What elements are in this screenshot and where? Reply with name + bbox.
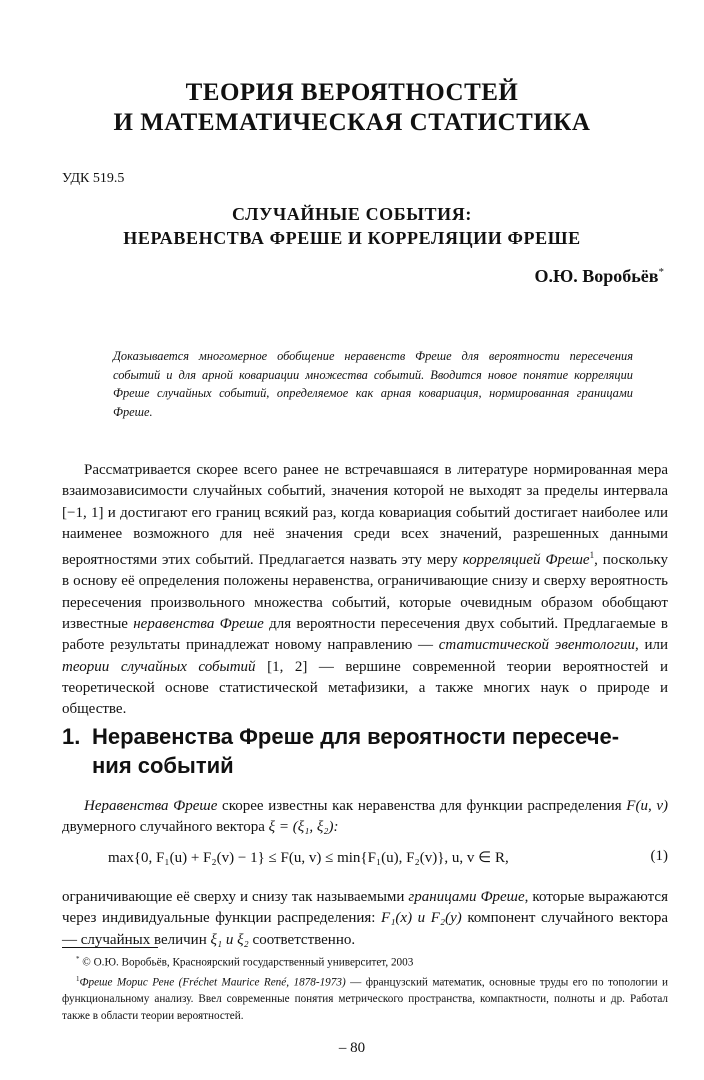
para3-text-4: соответственно. bbox=[248, 931, 356, 948]
formula-number: (1) bbox=[650, 848, 668, 864]
footnote-copyright bbox=[62, 951, 668, 971]
footnote-frechet bbox=[62, 971, 668, 1024]
para2-term: Неравенства Фреше bbox=[84, 798, 218, 814]
para3-math-2: ξ₁ и ξ₂ bbox=[210, 931, 249, 948]
intro-term-frechet-correlation: корреляцией Фреше bbox=[462, 552, 590, 569]
section-title-line-2: ния событий bbox=[92, 753, 234, 778]
journal-title-line-2: И МАТЕМАТИЧЕСКАЯ СТАТИСТИКА bbox=[113, 109, 591, 136]
article-title bbox=[0, 202, 704, 250]
article-title-line-1: СЛУЧАЙНЫЕ СОБЫТИЯ: bbox=[232, 204, 472, 224]
formula-1 bbox=[62, 846, 668, 872]
intro-footnote-ref: 1 bbox=[589, 550, 595, 561]
journal-title-line-1: ТЕОРИЯ ВЕРОЯТНОСТЕЙ bbox=[185, 79, 519, 106]
intro-text-4: , или bbox=[634, 637, 669, 654]
abstract: Доказывается многомерное обобщение неравенств Фреше для вероятности пересечения событий и для арной ковариации множества событий. Вводится новое понятие корреляции Фреше случайных событий, определяемое как арная ковариация, нормированная границами Фреше. bbox=[113, 349, 633, 419]
footnote-frechet-name: Фреше Морис Рене (Fréchet Maurice René, 1878-1973) bbox=[79, 976, 346, 989]
page-number: – 80 bbox=[338, 1040, 366, 1056]
intro-paragraph bbox=[62, 460, 668, 721]
para3-term: границами Фреше bbox=[408, 889, 525, 905]
intro-text-5: [1, 2] — вершине современной теории вероятностей и теоретической основе статистической метафизики, а также многих наук о природе и обществе. bbox=[62, 658, 668, 718]
author-name: О.Ю. Воробьёв bbox=[534, 266, 659, 286]
journal-title bbox=[0, 78, 704, 138]
intro-text-1: Рассматривается скорее всего ранее не встречавшаяся в литературе нормированная мера взаимозависимости случайных событий, значения которой не выходят за пределы интервала [−1, 1] и достигают его границ всякий раз, когда ковариация событий достигает наиболее или наименее возможного для неё значения среди всех значений, разрешенных данными вероятностями этих событий. Предлагается назвать эту меру bbox=[62, 462, 668, 569]
paragraph-frechet-inequalities bbox=[62, 796, 668, 839]
para2-text-1: скорее известны как неравенства для функции распределения bbox=[217, 798, 627, 814]
para2-math-2: ξ = (ξ₁, ξ₂): bbox=[268, 819, 339, 836]
footnote-copyright-text: © О.Ю. Воробьёв, Красноярский государственный университет, 2003 bbox=[79, 956, 414, 969]
article-title-line-2: НЕРАВЕНСТВА ФРЕШЕ И КОРРЕЛЯЦИИ ФРЕШЕ bbox=[123, 228, 581, 248]
para3-text-1: ограничивающие её сверху и снизу так называемыми bbox=[62, 889, 409, 905]
para2-math-1: F(u, v) bbox=[626, 798, 669, 814]
author-footnote-mark: * bbox=[658, 266, 664, 278]
footnotes bbox=[62, 951, 668, 1024]
section-heading bbox=[62, 722, 672, 780]
intro-text-2: , поскольку в основу её определения положены неравенства, ограничивающие снизу и сверху вероятность пересечения произвольного множества событий, которые очевидным образом обобщают известные bbox=[62, 552, 668, 633]
para2-text-2: двумерного случайного вектора bbox=[62, 819, 269, 836]
intro-term-random-events-theory: теории случайных событий bbox=[62, 658, 256, 675]
para3-text-2: , которые выражаются через индивидуальные функции распределения: bbox=[62, 889, 668, 927]
footnote-divider bbox=[62, 947, 158, 948]
udk-code: УДК 519.5 bbox=[62, 171, 125, 186]
footnote-copyright-mark: * bbox=[76, 955, 80, 963]
section-number: 1. bbox=[62, 724, 81, 749]
intro-term-statistical-eventology: статистической эвентологии bbox=[438, 637, 635, 654]
section-title-line-1: Неравенства Фреше для вероятности пересече- bbox=[92, 724, 620, 749]
intro-text-3: для вероятности пересечения двух событий. Предлагаемые в работе результаты принадлежат новому направлению — bbox=[62, 616, 668, 654]
footnote-frechet-mark: 1 bbox=[76, 975, 80, 984]
formula-expression: max{0, F₁(u) + F₂(v) − 1} ≤ F(u, v) ≤ min{F₁(u), F₂(v)}, u, v ∈ R, bbox=[108, 850, 509, 866]
author bbox=[534, 266, 664, 287]
intro-term-frechet-inequalities: неравенства Фреше bbox=[133, 616, 264, 633]
para3-text-3: компонент случайного вектора — случайных величин bbox=[62, 910, 668, 948]
paragraph-frechet-bounds bbox=[62, 887, 668, 951]
footnote-frechet-text: — французский математик, основные труды его по топологии и функциональному анализу. Ввел современные понятия метрического пространства, компактности, полноты и др. Работал также в области теории вероятностей. bbox=[62, 976, 668, 1022]
para3-math-1: F₁(x) и F₂(y) bbox=[381, 910, 462, 927]
